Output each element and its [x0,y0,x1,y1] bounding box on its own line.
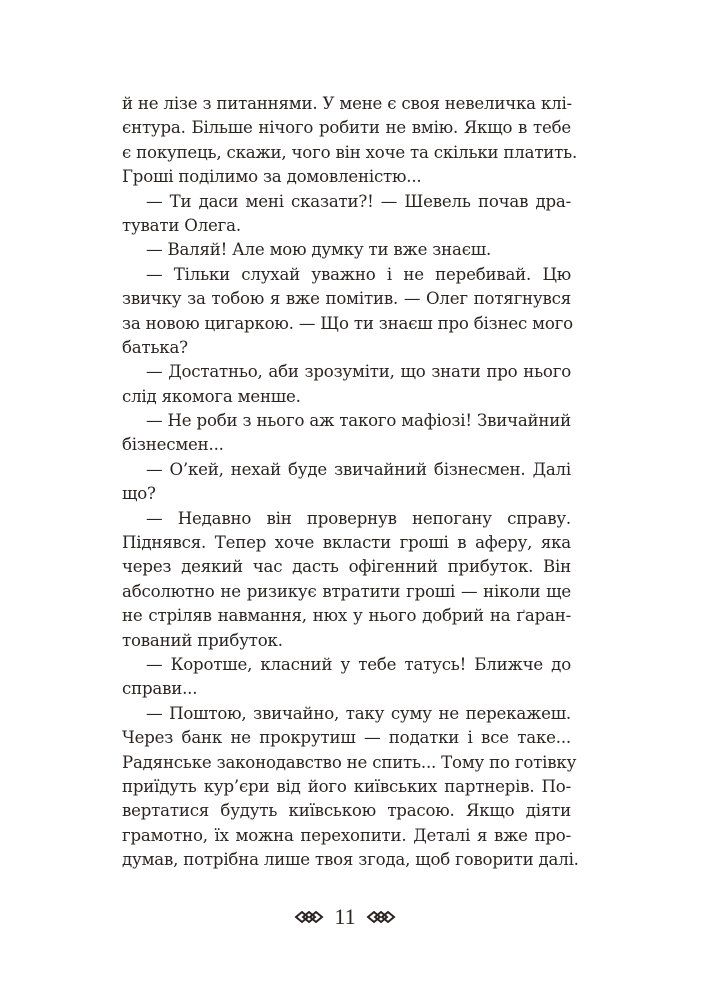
text-line: — О’кей, нехай буде звичайний бізнесмен. Далі [146,459,571,479]
text-line: думав, потрібна лише твоя згода, щоб говорити далі. [122,850,579,870]
text-line: справи... [122,679,198,699]
text-line: що? [122,484,156,504]
text-line: Через банк не прокрутиш — податки і все таке... [122,728,571,748]
text-line: батька? [122,337,188,357]
text-line: тувати Олега. [122,215,241,235]
text-line: тований прибуток. [122,630,283,650]
text-line: й не лізе з питаннями. У мене є своя невеличка клі- [122,94,572,113]
page-footer [0,904,690,930]
text-line: — Ти даси мені сказати?! — Шевель почав дра- [146,191,571,211]
text-line: через деякий час дасть офігенний прибуток. Він [122,557,571,577]
text-line: — Валяй! Але мою думку ти вже знаєш. [146,240,492,260]
text-line: грамотно, їх можна перехопити. Деталі я вже про- [122,825,571,845]
text-line: не стріляв навмання, нюх у нього добрий на ґаран- [122,606,571,626]
text-line: Гроші поділимо за домовленістю... [122,167,422,187]
knot-ornament-icon [366,910,396,924]
text-line: абсолютно не ризикує втратити гроші — ніколи ще [122,581,571,601]
text-line: — Достатньо, аби зрозуміти, що знати про нього [146,362,571,382]
text-line: слід якомога менше. [122,386,301,406]
text-line: Піднявся. Тепер хоче вкласти гроші в аферу, яка [122,533,571,553]
text-line: звичку за тобою я вже помітив. — Олег потягнувся [122,289,571,309]
text-line: єнтура. Більше нічого робити не вмію. Якщо в тебе [122,118,571,138]
text-line: бізнесмен... [122,435,224,455]
page-number: 11 [334,904,356,929]
text-line: — Поштою, звичайно, таку суму не перекажеш. [146,703,571,723]
body-text [122,92,579,873]
text-line: — Коротше, класний у тебе татусь! Ближче до [146,654,571,674]
text-line: приїдуть кур’єри від його київських партнерів. По- [122,776,571,796]
text-line: — Недавно він провернув непогану справу. [146,508,571,528]
text-line: є покупець, скажи, чого він хоче та скільки платить. [122,142,578,162]
text-line: — Не роби з нього аж такого мафіозі! Звичайний [146,411,571,431]
knot-ornament-icon [294,910,324,924]
text-line: за новою цигаркою. — Що ти знаєш про бізнес мого [122,313,573,333]
text-line: вертатися будуть київською трасою. Якщо діяти [122,801,571,821]
text-line: Радянське законодавство не спить... Тому по готівку [122,752,577,772]
text-line: — Тільки слухай уважно і не перебивай. Цю [146,264,571,284]
